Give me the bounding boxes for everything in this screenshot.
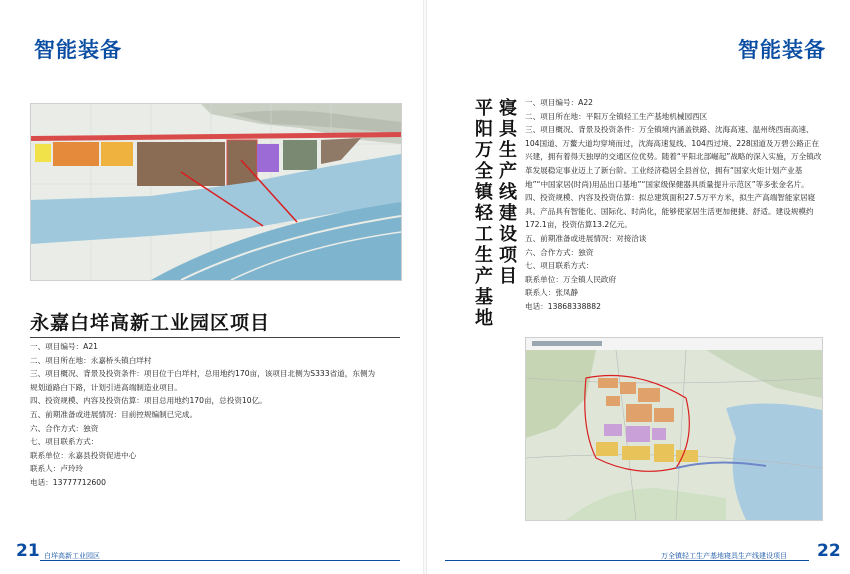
right-footer-label: 万全镇轻工生产基地寝具生产线建设项目	[661, 552, 787, 560]
contact-person: 联系人：卢玲玲	[30, 464, 84, 474]
left-site-plan-image	[30, 103, 402, 281]
right-project-info	[525, 96, 825, 314]
contact-person: 联系人：张凤静	[525, 288, 579, 298]
info-line-number: 一、项目编号：A22	[525, 98, 594, 107]
right-page-number: 22	[817, 541, 841, 561]
info-line-overview: 三、项目概况、背景及投资条件：万全镇境内涵盖铁路、沈海高速、温州绕西南高速、104国道、万鳌大道均穿境而过，沈海高速复线、104西过境、228国道及万碧公路正在兴建，拥有着得天独厚的交通区位优势。随着“平阳北部崛起”战略的深入实施，万全镇改革发展稳定事业迈上了新台阶。工业经济稳居全县首位，拥有“国家火炬计划产业基地”“中国家居(时尚)用品出口基地”“国家级保健器具质量提升示范区”等多张金名片。	[525, 125, 822, 189]
right-location-map-image	[525, 337, 823, 521]
left-project-title: 永嘉白垟高新工业园区项目	[30, 312, 271, 334]
contact-phone: 电话：13868338882	[525, 301, 601, 311]
right-page	[425, 0, 850, 574]
left-footer-label: 白垟高新工业园区	[44, 552, 100, 560]
info-line-progress: 五、前期准备或进展情况：对接洽谈	[525, 233, 647, 243]
right-footer-line	[445, 560, 809, 561]
info-line-investment: 四、投资规模、内容及投资估算：拟总建筑面积27.5万平方米，拟生产高端智能家居寝具。产品具有智能化、国际化、时尚化，能够使家居生活更加便捷、舒适。建设规模约172.1亩，投资估算13.2亿元。	[525, 193, 816, 230]
contact-phone: 电话：13777712600	[30, 477, 106, 487]
contact-unit: 联系单位：永嘉县投资促进中心	[30, 450, 137, 460]
title-divider	[30, 337, 400, 338]
vertical-title-col1: 寝具生产线建设项目	[496, 98, 517, 287]
info-line-contact-head: 七、项目联系方式：	[525, 261, 594, 271]
info-line-progress: 五、前期准备或进展情况：目前控规编制已完成。	[30, 409, 198, 419]
info-line-location: 二、项目所在地：平阳万全镇轻工生产基地机械园西区	[525, 111, 708, 121]
left-project-info	[30, 340, 400, 490]
info-line-investment: 四、投资规模、内容及投资估算：项目总用地约170亩，总投资10亿。	[30, 396, 267, 406]
info-line-number: 一、项目编号：A21	[30, 342, 99, 351]
info-line-overview: 三、项目概况、背景及投资条件：项目位于白垟村，总用地约170亩，该项目北侧为S333省道，东侧为	[30, 369, 376, 379]
left-footer-line	[40, 560, 400, 561]
info-line-cooperation: 六、合作方式：独资	[525, 247, 594, 257]
left-page-number: 21	[16, 541, 40, 561]
right-section-header: 智能装备	[738, 38, 826, 62]
info-line-location: 二、项目所在地：永嘉桥头镇白垟村	[30, 355, 152, 365]
contact-unit: 联系单位：万全镇人民政府	[525, 274, 617, 284]
left-section-header: 智能装备	[34, 38, 122, 62]
info-line-contact-head: 七、项目联系方式：	[30, 437, 99, 447]
info-line-cooperation: 六、合作方式：独资	[30, 423, 99, 433]
info-line-overview-cont: 规划道路白下路，计划引进高端制造业项目。	[30, 382, 182, 392]
vertical-title-col2: 平阳万全镇轻工生产基地	[472, 98, 493, 329]
